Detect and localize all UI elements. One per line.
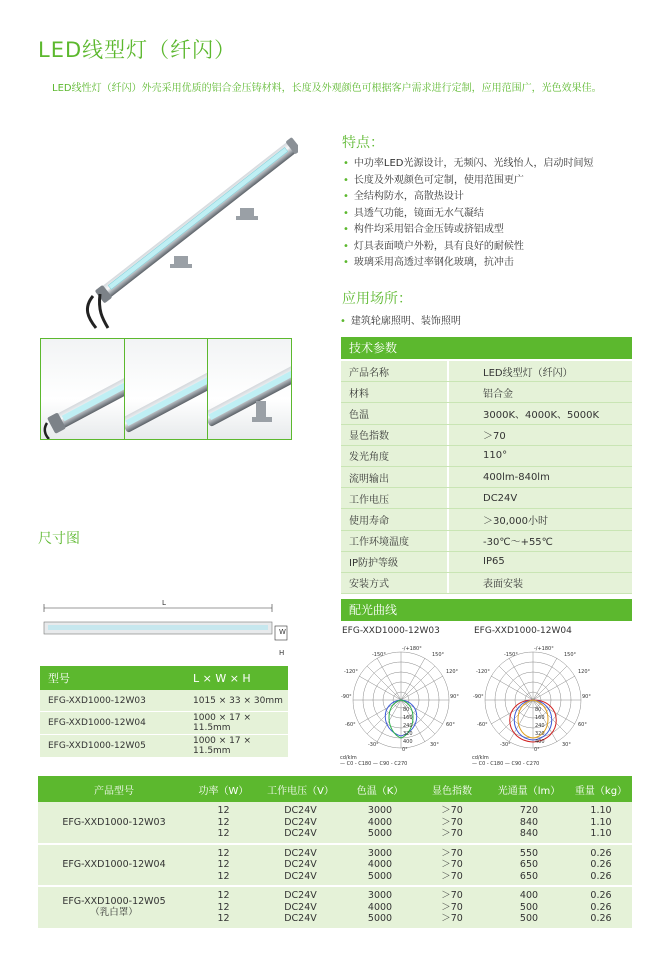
feature-item: • 构件均采用铝合金压铸或挤铝成型 — [343, 224, 504, 235]
col-header: 工作电压（V） — [257, 776, 344, 802]
tech-row: 工作电压 DC24V — [341, 488, 632, 509]
tech-row: 使用寿命 ＞30,000小时 — [341, 509, 632, 530]
svg-text:-150°: -150° — [372, 652, 386, 658]
svg-text:-30°: -30° — [368, 742, 379, 748]
features-list — [343, 156, 594, 272]
svg-text:240: 240 — [403, 723, 413, 729]
svg-text:400: 400 — [403, 739, 413, 745]
application-heading: 应用场所： — [342, 291, 412, 307]
svg-text:400: 400 — [535, 739, 545, 745]
table-row: EFG-XXD1000-12W03 12 12 12 DC24V DC24V DC24V 3000 4000 5000 ＞70 ＞70 ＞70 720 840 840 1.10 1.10 1.10 — [38, 802, 632, 843]
tech-row: 安装方式 表面安装 — [341, 572, 632, 593]
detail-photos — [40, 338, 292, 440]
curve-model-1: EFG-XXD1000-12W03 — [342, 626, 440, 636]
tech-table — [341, 361, 632, 594]
dimension-heading: 尺寸图 — [38, 531, 80, 547]
tech-row: IP防护等级 IP65 — [341, 551, 632, 572]
curve-legend-1: cd/klm — C0 - C180 — C90 - C270 — [340, 755, 408, 767]
svg-text:150°: 150° — [564, 652, 577, 658]
svg-text:-90°: -90° — [341, 694, 352, 700]
dim-h-label: H — [279, 649, 285, 657]
tech-row: 材料 铝合金 — [341, 382, 632, 403]
dim-l-label: L — [162, 599, 166, 607]
feature-item: • 长度及外观颜色可定制，使用范围更广 — [343, 174, 524, 186]
polar-chart-2 — [472, 640, 594, 752]
col-header: 显色指数 — [416, 776, 488, 802]
tech-row: 工作环境温度 -30℃～+55℃ — [341, 530, 632, 551]
svg-text:120°: 120° — [446, 669, 459, 675]
col-header: 型号 — [40, 666, 179, 690]
dim-w-label: W — [279, 628, 286, 636]
col-header: 产品型号 — [38, 776, 190, 802]
svg-text:-60°: -60° — [345, 722, 356, 728]
svg-text:160: 160 — [535, 715, 545, 721]
tech-row: 发光角度 110° — [341, 445, 632, 466]
svg-text:-120°: -120° — [344, 669, 358, 675]
svg-text:150°: 150° — [432, 652, 445, 658]
tech-heading: 技术参数 — [341, 337, 632, 359]
col-header: 功率（W） — [190, 776, 257, 802]
feature-item: • 具透气功能，镜面无水气凝结 — [343, 207, 484, 219]
svg-text:30°: 30° — [562, 742, 571, 748]
feature-item: • 灯具表面喷户外粉，具有良好的耐候性 — [343, 240, 524, 252]
features-heading: 特点： — [342, 135, 384, 151]
application-item: • 建筑轮廓照明、装饰照明 — [340, 316, 461, 327]
col-header: 光通量（lm） — [488, 776, 570, 802]
col-header: 重量（kg） — [570, 776, 632, 802]
angle-label: -/+180° — [402, 646, 422, 652]
svg-text:120°: 120° — [578, 669, 591, 675]
svg-text:-90°: -90° — [473, 694, 484, 700]
svg-text:-30°: -30° — [500, 742, 511, 748]
svg-text:90°: 90° — [450, 694, 459, 700]
svg-text:240: 240 — [535, 723, 545, 729]
detail-photo-1 — [41, 339, 125, 439]
table-row: EFG-XXD1000-12W05 （乳白罩） 12 12 12 DC24V DC24V DC24V 3000 4000 5000 ＞70 ＞70 ＞70 400 500 500 0.26 0.26 0.26 — [38, 887, 632, 928]
table-row: EFG-XXD1000-12W04 12 12 12 DC24V DC24V DC24V 3000 4000 5000 ＞70 ＞70 ＞70 550 650 650 0.26 0.26 0.26 — [38, 845, 632, 886]
svg-text:90°: 90° — [582, 694, 591, 700]
curve-model-2: EFG-XXD1000-12W04 — [474, 626, 572, 636]
polar-chart-1 — [340, 640, 462, 752]
detail-photo-3 — [208, 339, 291, 439]
svg-text:60°: 60° — [578, 722, 587, 728]
dimension-drawing — [38, 596, 294, 660]
table-row: EFG-XXD1000-12W05 1000 × 17 × 11.5mm — [40, 735, 288, 758]
page-title: LED线型灯（纤闪） — [38, 38, 237, 62]
product-photo — [38, 118, 298, 330]
feature-item: • 中功率LED光源设计，无频闪、光线怡人，启动时间短 — [343, 158, 594, 169]
feature-item: • 全结构防水，高散热设计 — [343, 191, 464, 202]
svg-text:0°: 0° — [534, 747, 540, 752]
model-dimension-table — [40, 666, 288, 758]
table-row: EFG-XXD1000-12W04 1000 × 17 × 11.5mm — [40, 712, 288, 735]
detail-photo-2 — [125, 339, 209, 439]
page-subtitle: LED线性灯（纤闪）外壳采用优质的铝合金压铸材料，长度及外观颜色可根据客户需求进行定制，应用范围广，光色效果佳。 — [52, 83, 602, 94]
tech-row: 显色指数 ＞70 — [341, 424, 632, 445]
tech-row: 色温 3000K、4000K、5000K — [341, 403, 632, 424]
feature-item: • 玻璃采用高透过率钢化玻璃，抗冲击 — [343, 257, 514, 268]
light-curve-heading: 配光曲线 — [341, 599, 632, 621]
table-row: EFG-XXD1000-12W03 1015 × 33 × 30mm — [40, 690, 288, 712]
svg-text:-120°: -120° — [476, 669, 490, 675]
svg-text:-150°: -150° — [504, 652, 518, 658]
svg-text:320: 320 — [403, 731, 413, 737]
svg-text:80: 80 — [535, 707, 542, 713]
svg-text:-60°: -60° — [477, 722, 488, 728]
svg-text:160: 160 — [403, 715, 413, 721]
col-header: 色温（K） — [344, 776, 416, 802]
svg-text:-/+180°: -/+180° — [534, 646, 554, 652]
product-table — [38, 776, 632, 928]
curve-legend-2: cd/klm — C0 - C180 — C90 - C270 — [472, 755, 540, 767]
col-header: L × W × H — [179, 666, 288, 690]
svg-text:320: 320 — [535, 731, 545, 737]
tech-row: 流明输出 400lm-840lm — [341, 466, 632, 487]
svg-text:0°: 0° — [402, 747, 408, 752]
svg-text:80: 80 — [403, 707, 410, 713]
svg-text:60°: 60° — [446, 722, 455, 728]
tech-row: 产品名称 LED线型灯（纤闪） — [341, 361, 632, 382]
svg-text:30°: 30° — [430, 742, 439, 748]
